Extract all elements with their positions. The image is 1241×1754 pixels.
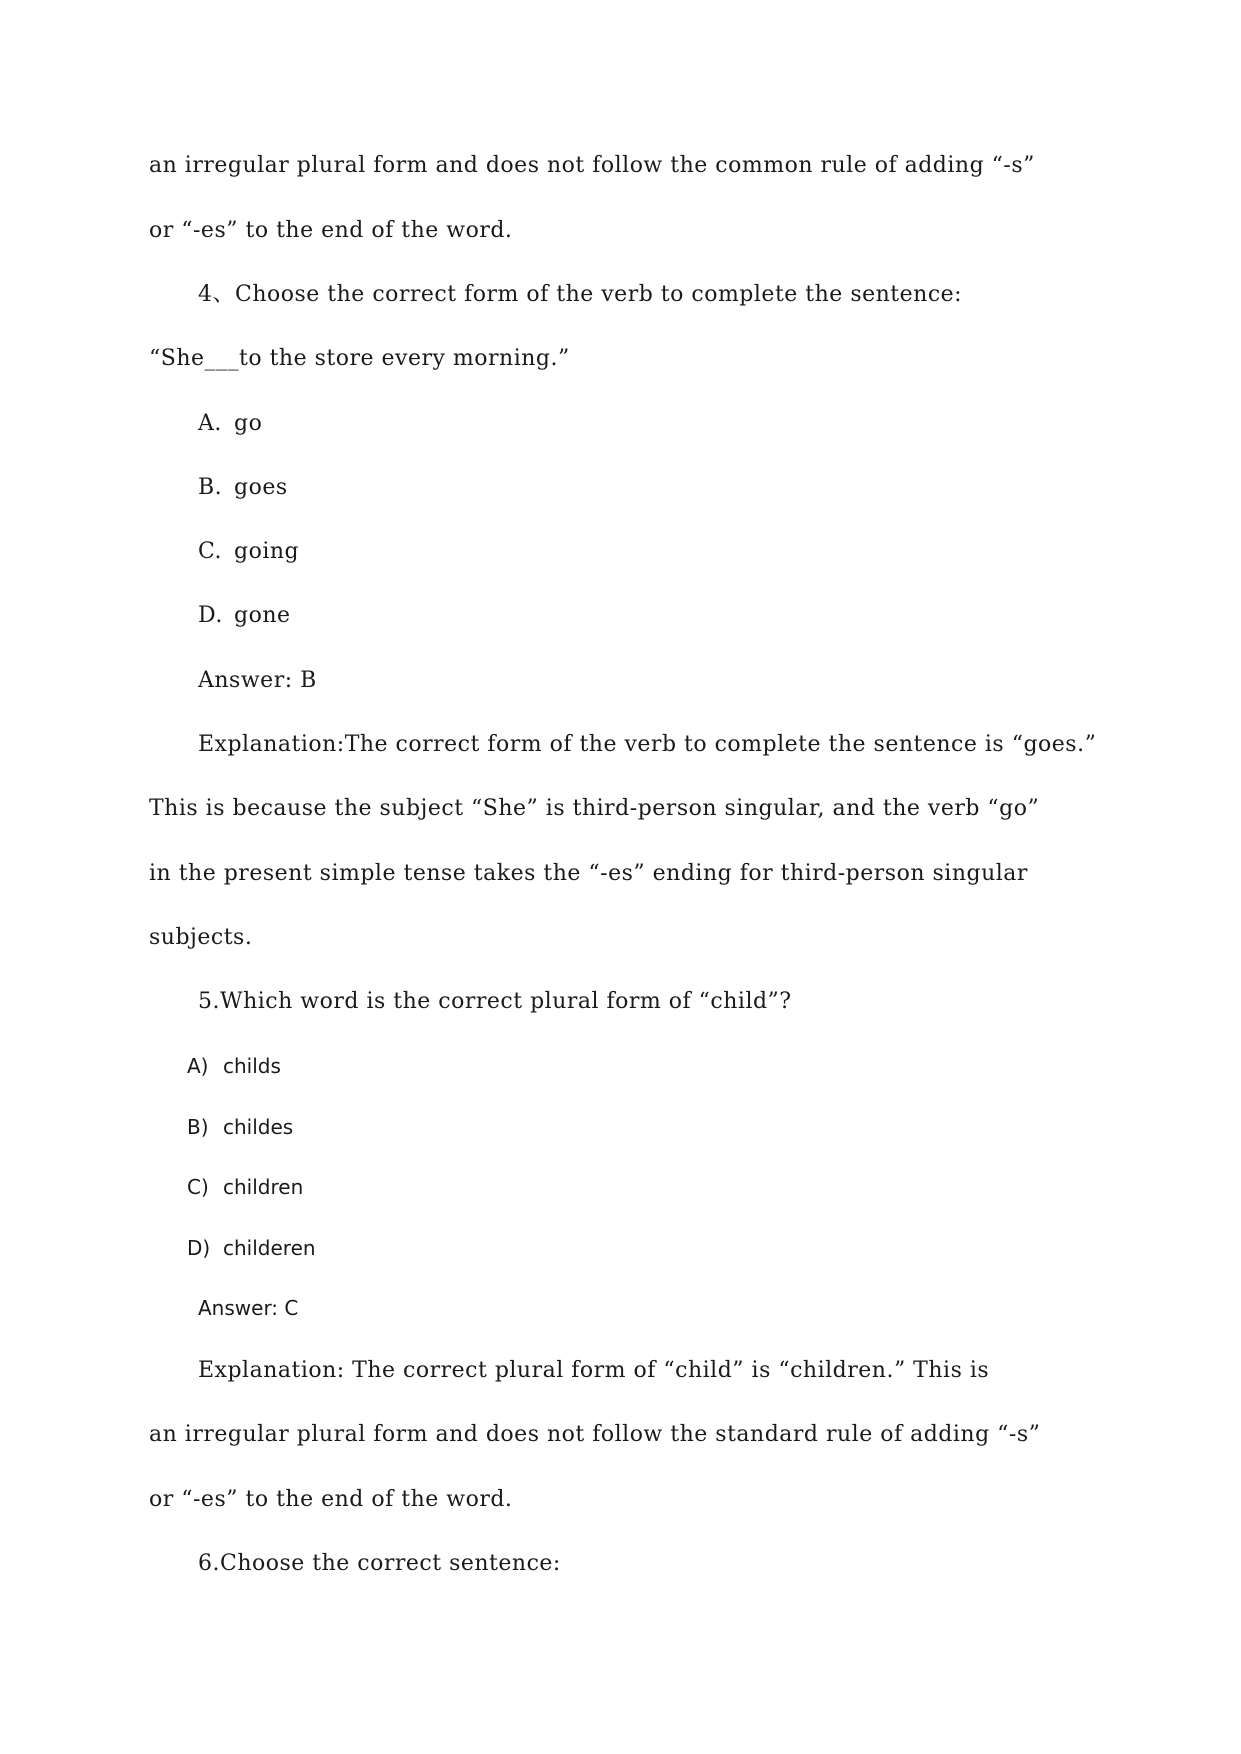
- question-5-explanation-line: Explanation: The correct plural form of “child” is “children.” This is: [198, 1358, 990, 1383]
- question-5-option-b: [187, 1117, 293, 1137]
- option-text: going: [234, 539, 300, 564]
- option-letter: C.: [198, 539, 223, 564]
- question-5-explanation-line: or “-es” to the end of the word.: [149, 1487, 513, 1512]
- question-5-option-d: [187, 1238, 316, 1258]
- option-text: childs: [223, 1054, 281, 1078]
- question-6-title: 6.Choose the correct sentence:: [198, 1551, 561, 1576]
- option-text: childeren: [223, 1236, 316, 1260]
- paragraph-line: or “-es” to the end of the word.: [149, 218, 513, 243]
- question-4-option-b: [198, 477, 288, 499]
- option-letter: A.: [198, 411, 222, 436]
- question-4-option-c: [198, 541, 299, 563]
- question-5-explanation-line: an irregular plural form and does not follow the standard rule of adding “-s”: [149, 1422, 1041, 1447]
- question-4-answer: Answer: B: [198, 668, 317, 693]
- option-text: children: [223, 1175, 304, 1199]
- option-letter: A): [187, 1054, 209, 1078]
- option-text: goes: [234, 475, 288, 500]
- question-4-explanation-line: This is because the subject “She” is third-person singular, and the verb “go”: [149, 796, 1040, 821]
- question-5-title: 5.Which word is the correct plural form of “child”?: [198, 989, 792, 1014]
- question-5-option-c: [187, 1177, 303, 1197]
- question-4-sentence: “She___to the store every morning.”: [149, 346, 570, 371]
- option-letter: D): [187, 1236, 211, 1260]
- question-4-explanation-line: subjects.: [149, 925, 253, 950]
- option-letter: D.: [198, 603, 223, 628]
- option-letter: C): [187, 1175, 209, 1199]
- question-5-option-a: [187, 1056, 281, 1076]
- option-text: gone: [234, 603, 291, 628]
- question-4-title: 4、Choose the correct form of the verb to complete the sentence:: [198, 282, 963, 307]
- question-4-explanation-line: in the present simple tense takes the “-es” ending for third-person singular: [149, 861, 1028, 886]
- option-letter: B.: [198, 475, 223, 500]
- question-4-explanation-line: Explanation:The correct form of the verb to complete the sentence is “goes.”: [198, 732, 1097, 757]
- paragraph-line: an irregular plural form and does not follow the common rule of adding “-s”: [149, 153, 1035, 178]
- option-letter: B): [187, 1115, 209, 1139]
- question-5-answer: Answer: C: [198, 1296, 299, 1320]
- question-4-option-d: [198, 605, 291, 627]
- question-4-option-a: [198, 413, 262, 435]
- option-text: go: [234, 411, 263, 436]
- option-text: childes: [223, 1115, 294, 1139]
